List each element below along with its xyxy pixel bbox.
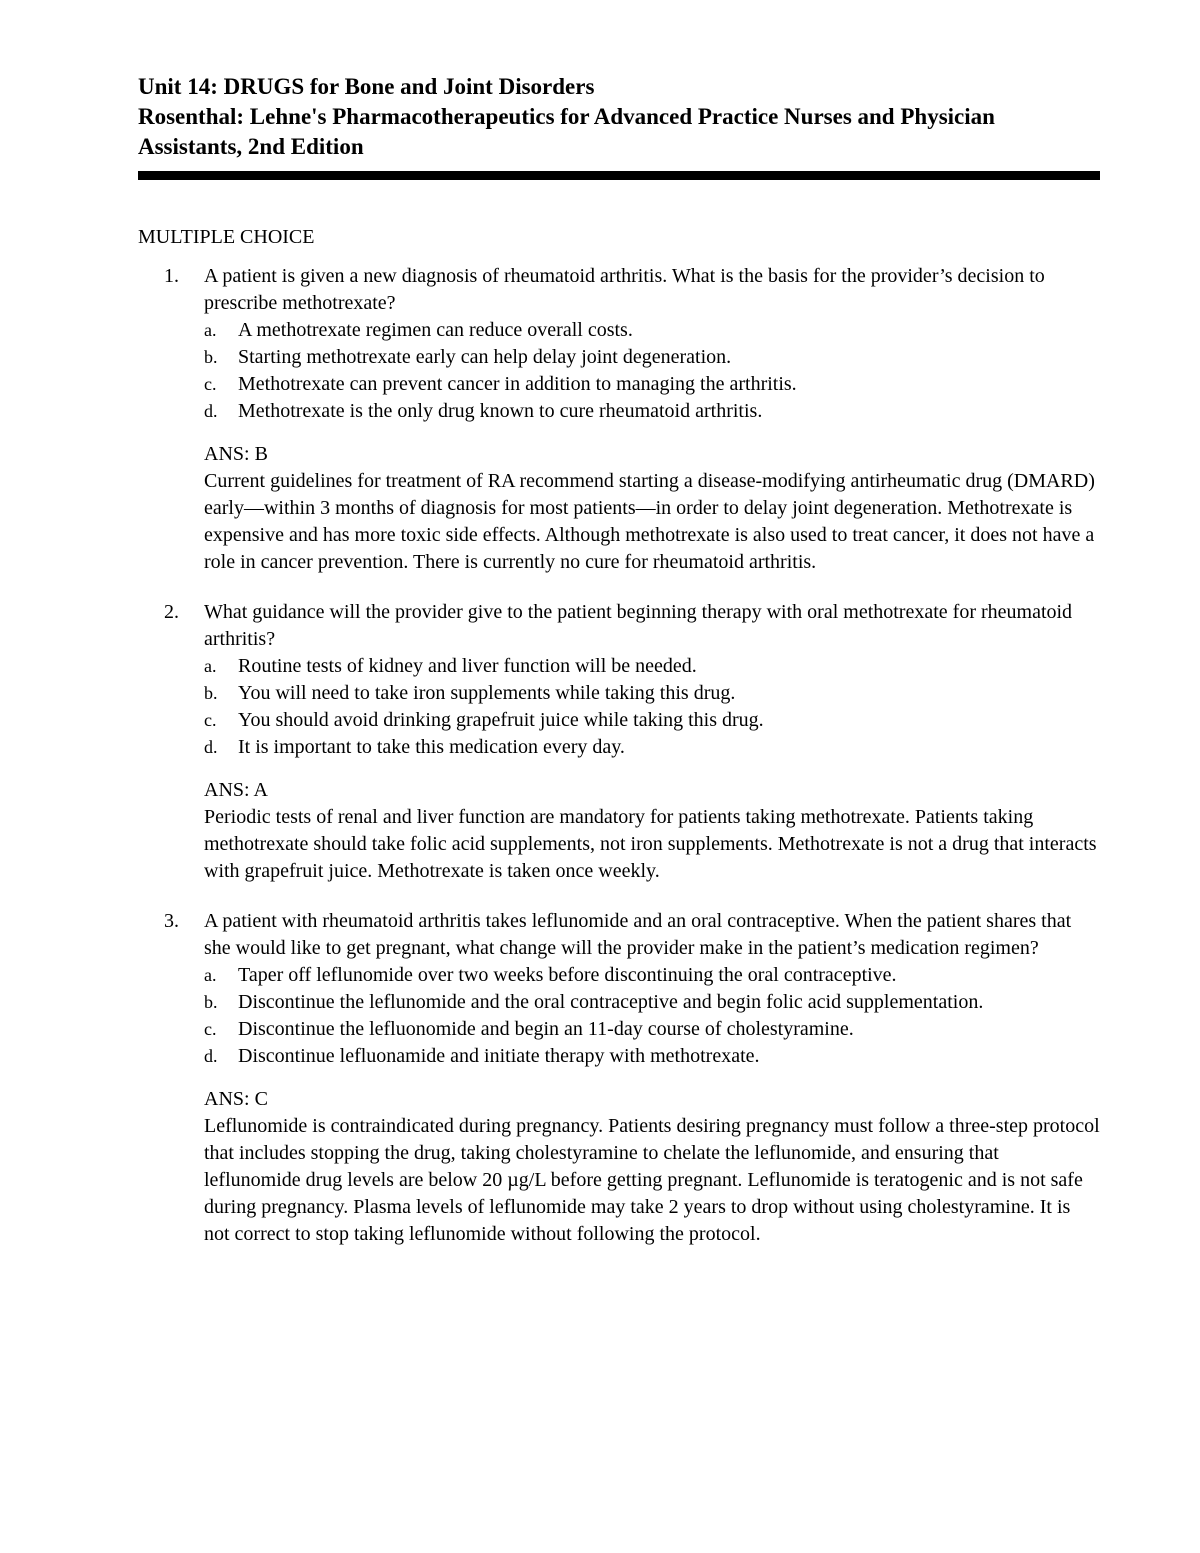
option-letter: c. <box>204 374 217 394</box>
answer-key: ANS: A <box>204 779 268 801</box>
book-title-continued: Assistants, 2nd Edition <box>138 134 364 159</box>
option-c <box>204 707 1100 734</box>
option-letter: b. <box>204 347 218 367</box>
question-stem: What guidance will the provider give to the patient beginning therapy with oral methotrexate for rheumatoid arthritis? <box>204 601 1073 650</box>
question-stem: A patient is given a new diagnosis of rheumatoid arthritis. What is the basis for the provider’s decision to prescribe methotrexate? <box>204 265 1045 314</box>
question-2 <box>138 599 1100 885</box>
option-a <box>204 962 1100 989</box>
option-letter: b. <box>204 683 218 703</box>
section-heading: MULTIPLE CHOICE <box>138 226 315 248</box>
option-letter: d. <box>204 401 218 421</box>
option-text: Discontinue the leflunomide and the oral contraceptive and begin folic acid supplementation. <box>238 991 984 1013</box>
question-number: 2. <box>164 601 179 623</box>
answer-key: ANS: C <box>204 1088 268 1110</box>
option-d <box>204 1043 1100 1070</box>
option-b <box>204 680 1100 707</box>
option-text: Methotrexate is the only drug known to cure rheumatoid arthritis. <box>238 400 763 422</box>
answer-rationale: Current guidelines for treatment of RA recommend starting a disease-modifying antirheumatic drug (DMARD) early—within 3 months of diagnosis for most patients—in order to delay joint degeneration. Methotrexate is expensive and has more toxic side effects. Although methotrexate is also used to treat cancer, it does not have a role in cancer prevention. There is currently no cure for rheumatoid arthritis. <box>204 470 1095 573</box>
option-text: Routine tests of kidney and liver function will be needed. <box>238 655 697 677</box>
option-letter: b. <box>204 992 218 1012</box>
option-letter: d. <box>204 737 218 757</box>
answer-key: ANS: B <box>204 443 268 465</box>
option-c <box>204 1016 1100 1043</box>
question-number: 3. <box>164 910 179 932</box>
document-header <box>138 72 1100 180</box>
option-text: Methotrexate can prevent cancer in addition to managing the arthritis. <box>238 373 797 395</box>
option-letter: d. <box>204 1046 218 1066</box>
option-letter: c. <box>204 710 217 730</box>
option-text: Taper off leflunomide over two weeks before discontinuing the oral contraceptive. <box>238 964 897 986</box>
option-a <box>204 653 1100 680</box>
option-letter: a. <box>204 320 217 340</box>
option-text: Discontinue lefluonamide and initiate therapy with methotrexate. <box>238 1045 760 1067</box>
question-stem: A patient with rheumatoid arthritis takes leflunomide and an oral contraceptive. When the patient shares that she would like to get pregnant, what change will the provider make in the patient’s medication regimen? <box>204 910 1072 959</box>
answer-rationale: Periodic tests of renal and liver function are mandatory for patients taking methotrexate. Patients taking methotrexate should take folic acid supplements, not iron supplements. Methotrexate is not a drug that interacts with grapefruit juice. Methotrexate is taken once weekly. <box>204 806 1097 882</box>
option-d <box>204 734 1100 761</box>
book-title: Rosenthal: Lehne's Pharmacotherapeutics for Advanced Practice Nurses and Physician <box>138 104 995 129</box>
option-list <box>204 653 1100 761</box>
option-letter: a. <box>204 656 217 676</box>
option-b <box>204 344 1100 371</box>
option-d <box>204 398 1100 425</box>
option-a <box>204 317 1100 344</box>
question-3 <box>138 908 1100 1248</box>
option-text: A methotrexate regimen can reduce overall costs. <box>238 319 633 341</box>
document-page <box>138 72 1100 1248</box>
header-rule <box>138 171 1100 180</box>
unit-title: Unit 14: DRUGS for Bone and Joint Disorders <box>138 74 595 99</box>
option-c <box>204 371 1100 398</box>
question-1 <box>138 263 1100 576</box>
option-letter: c. <box>204 1019 217 1039</box>
option-list <box>204 962 1100 1070</box>
answer-rationale: Leflunomide is contraindicated during pregnancy. Patients desiring pregnancy must follow a three-step protocol that includes stopping the drug, taking cholestyramine to chelate the leflunomide, and ensuring that leflunomide drug levels are below 20 µg/L before getting pregnant. Leflunomide is teratogenic and is not safe during pregnancy. Plasma levels of leflunomide may take 2 years to drop without using cholestyramine. It is not correct to stop taking leflunomide without following the protocol. <box>204 1115 1100 1245</box>
option-b <box>204 989 1100 1016</box>
option-text: You should avoid drinking grapefruit juice while taking this drug. <box>238 709 764 731</box>
option-list <box>204 317 1100 425</box>
option-text: You will need to take iron supplements while taking this drug. <box>238 682 736 704</box>
option-text: It is important to take this medication every day. <box>238 736 625 758</box>
question-number: 1. <box>164 265 179 287</box>
option-letter: a. <box>204 965 217 985</box>
option-text: Starting methotrexate early can help delay joint degeneration. <box>238 346 732 368</box>
option-text: Discontinue the lefluonomide and begin an 11-day course of cholestyramine. <box>238 1018 854 1040</box>
